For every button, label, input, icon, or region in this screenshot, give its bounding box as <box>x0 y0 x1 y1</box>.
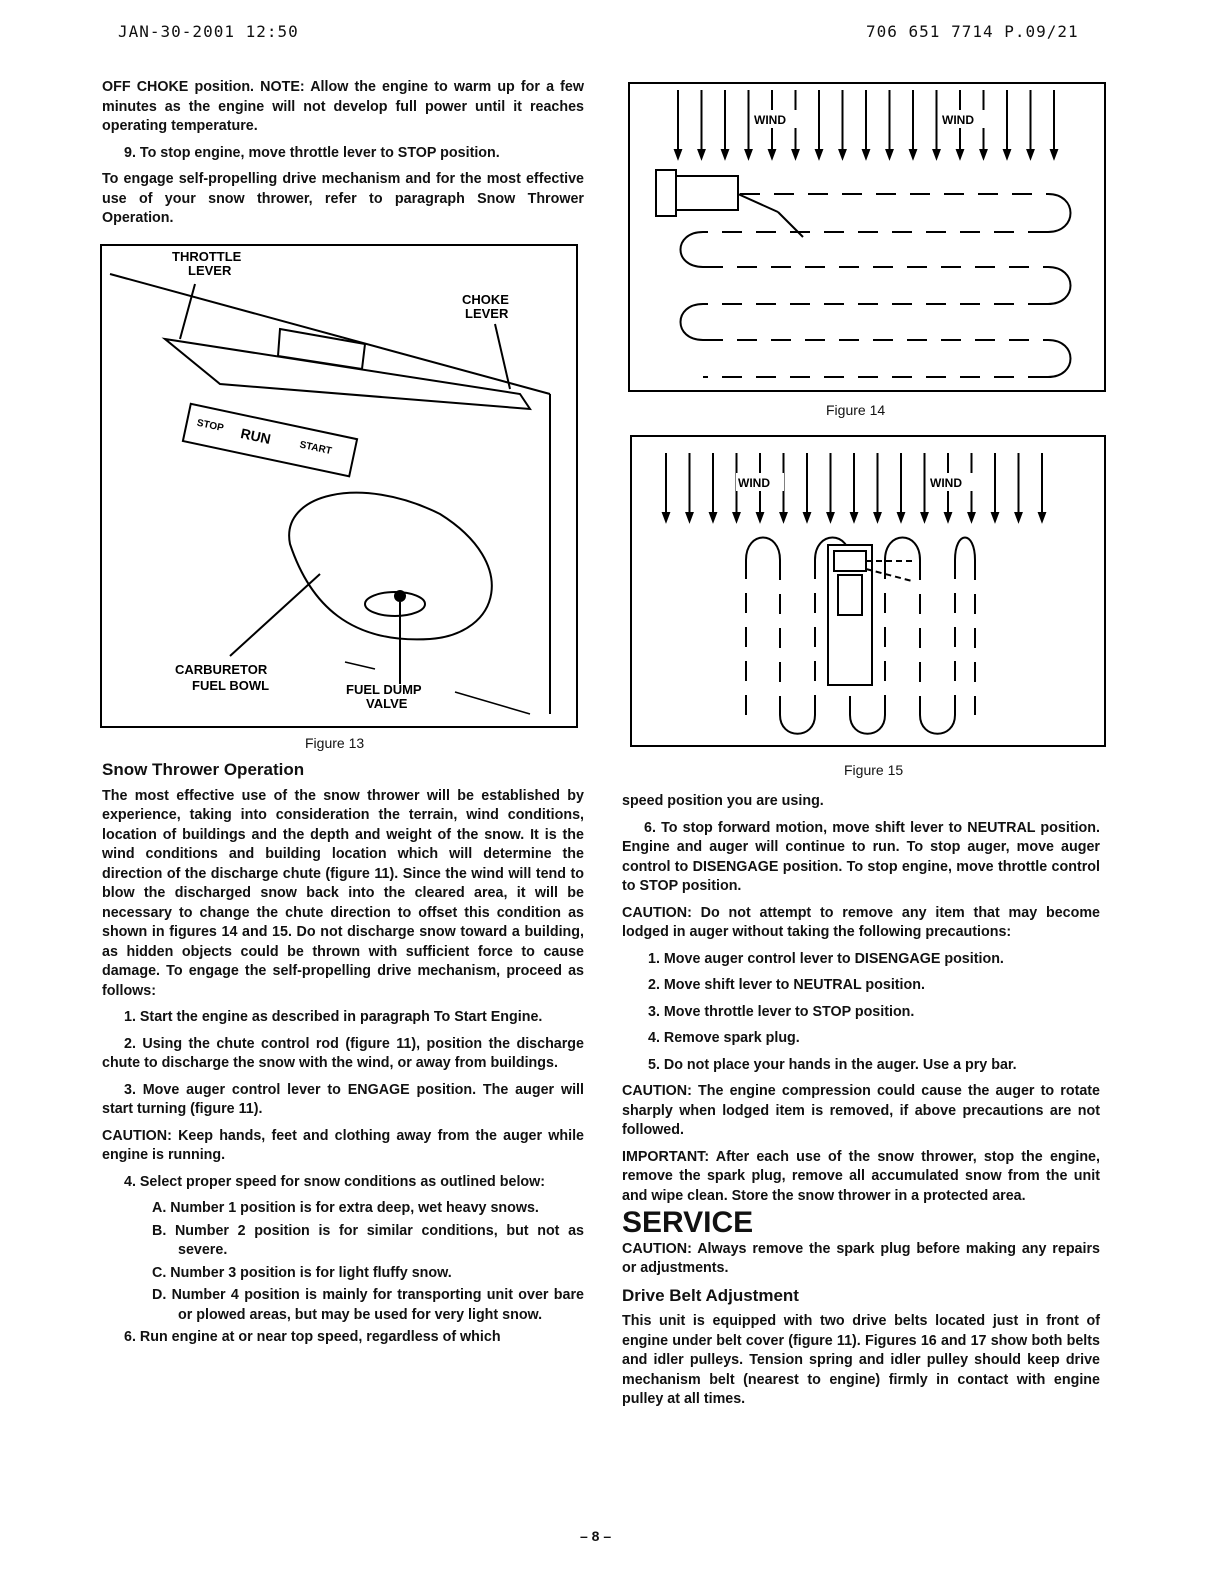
left-top-text <box>102 78 584 236</box>
dial-run-label: RUN <box>239 425 273 448</box>
left-sub-a: A. Number 1 position is for extra deep, wet heavy snows. <box>152 1200 539 1216</box>
right-p3: This unit is equipped with two drive belts located just in front of engine under belt cover (figure 11). Figures 16 and 17 show both belts and idler pulleys. Tension spring and idler pulley should keep drive mechanism belt (nearest to engine) firmly in contact with engine pulley at all times. <box>622 1313 1100 1407</box>
left-p3: To engage self-propelling drive mechanism and for the most effective use of your snow thrower, refer to paragraph Snow Thrower Operation. <box>102 171 584 226</box>
wind-arrow-head <box>816 150 822 158</box>
fig14-wind-label-1: WIND <box>754 113 786 127</box>
wind-arrow-head <box>875 513 881 521</box>
fig13-carb-label: CARBURETOR FUEL BOWL <box>175 662 270 693</box>
right-caution-3: CAUTION: Always remove the spark plug before making any repairs or adjustments. <box>622 1240 1100 1276</box>
right-list-2: 2. Move shift lever to NEUTRAL position. <box>648 977 925 993</box>
wind-arrow-head <box>675 150 681 158</box>
wind-arrow-head <box>710 513 716 521</box>
figure-13-caption: Figure 13 <box>305 735 365 751</box>
left-p1: OFF CHOKE position. NOTE: Allow the engine to warm up for a few minutes as the engine will not develop full power until it reaches operating temperature. <box>102 79 584 134</box>
right-text <box>622 792 1100 1417</box>
figure-13 <box>100 244 580 730</box>
left-step-3: 3. Move auger control lever to ENGAGE position. The auger will start turning (figure 11). <box>102 1081 584 1117</box>
fig13-throttle-label: THROTTLE LEVER <box>172 249 242 278</box>
fig13-choke-label: CHOKE LEVER <box>462 292 509 321</box>
wind-arrow-head <box>934 150 940 158</box>
wind-arrow-head <box>687 513 693 521</box>
right-p1: speed position you are using. <box>622 793 824 809</box>
left-step-9: 9. To stop engine, move throttle lever to STOP position. <box>124 144 500 161</box>
right-caution-2: CAUTION: The engine compression could cause the auger to rotate sharply when lodged item is removed, if above precautions are not followed. <box>622 1083 1100 1138</box>
left-step-6: 6. Run engine at or near top speed, regardless of which <box>124 1329 501 1345</box>
dial-stop-label: STOP <box>195 417 225 435</box>
wind-arrow-head <box>1039 513 1045 521</box>
dial-start-label: START <box>298 439 333 458</box>
fig15-wind-label-2: WIND <box>930 476 962 490</box>
fig13-valve-label: FUEL DUMP VALVE <box>346 682 422 711</box>
wind-arrow-head <box>828 513 834 521</box>
figure-15 <box>630 435 1108 749</box>
wind-arrow-head <box>851 513 857 521</box>
wind-arrow-head <box>922 513 928 521</box>
wind-arrows <box>663 453 1045 521</box>
wind-arrow-head <box>699 150 705 158</box>
fax-header-left: JAN-30-2001 12:50 <box>118 22 299 41</box>
wind-arrow-head <box>793 150 799 158</box>
figure-14 <box>628 82 1108 394</box>
wind-arrow-head <box>887 150 893 158</box>
left-sub-d: D. Number 4 position is mainly for transporting unit over bare or plowed areas, but may be used for very light snow. <box>152 1287 584 1323</box>
right-list-4: 4. Remove spark plug. <box>648 1030 800 1046</box>
right-caution-1: CAUTION: Do not attempt to remove any item that may become lodged in auger without taking the following precautions: <box>622 904 1100 940</box>
wind-arrow-head <box>910 150 916 158</box>
snow-thrower-operation-heading: Snow Thrower Operation <box>102 760 305 779</box>
figure-14-caption: Figure 14 <box>826 402 886 418</box>
right-list-1: 1. Move auger control lever to DISENGAGE position. <box>648 950 1004 967</box>
wind-arrow-head <box>992 513 998 521</box>
wind-arrow-head <box>1016 513 1022 521</box>
wind-arrow-head <box>863 150 869 158</box>
snow-thrower-path <box>656 170 1071 377</box>
right-step-6: 6. To stop forward motion, move shift lever to NEUTRAL position. Engine and auger will continue to run. To stop auger, move auger control to DISENGAGE position. To stop engine, move throttle control to STOP position. <box>622 819 1100 894</box>
wind-arrow-head <box>1028 150 1034 158</box>
fig15-wind-label-1: WIND <box>738 476 770 490</box>
right-list-3: 3. Move throttle lever to STOP position. <box>648 1003 915 1020</box>
wind-arrow-head <box>1051 150 1057 158</box>
wind-arrow-head <box>898 513 904 521</box>
wind-arrow-head <box>746 150 752 158</box>
throttle-dial <box>183 404 357 477</box>
left-caution-1: CAUTION: Keep hands, feet and clothing away from the auger while engine is running. <box>102 1127 584 1163</box>
wind-arrow-head <box>1004 150 1010 158</box>
fax-header-right: 706 651 7714 P.09/21 <box>866 22 1079 41</box>
wind-arrow-head <box>804 513 810 521</box>
left-sub-c: C. Number 3 position is for light fluffy snow. <box>152 1264 452 1281</box>
wind-arrow-head <box>663 513 669 521</box>
left-p4: The most effective use of the snow thrower will be established by experience, taking into consideration the terrain, wind conditions, location of buildings and the depth and weight of the snow. It is the wind conditions and building location which will determine the direction of the discharge chute (figure 11). Since the wind will tend to blow the discharged snow back into the cleared area, it will be necessary to change the chute direction to offset this condition as shown in figures 14 and 15. Do not discharge snow toward a building, as hidden objects could be thrown with sufficient force to cause damage. To engage the self-propelling drive mechanism, proceed as follows: <box>102 787 584 999</box>
service-heading: SERVICE <box>622 1206 754 1239</box>
right-important: IMPORTANT: After each use of the snow thrower, stop the engine, remove the spark plug, remove all accumulated snow from the unit and wipe clean. Store the snow thrower in a protected area. <box>622 1148 1100 1204</box>
carburetor-fuel-bowl <box>289 493 492 640</box>
wind-arrow-head <box>769 150 775 158</box>
left-step-1: 1. Start the engine as described in paragraph To Start Engine. <box>124 1009 543 1025</box>
wind-arrows <box>675 90 1057 158</box>
wind-arrow-head <box>981 150 987 158</box>
page-number: – 8 – <box>580 1528 612 1544</box>
wind-arrow-head <box>945 513 951 521</box>
wind-arrow-head <box>781 513 787 521</box>
wind-arrow-head <box>957 150 963 158</box>
left-sub-b: B. Number 2 position is for similar conditions, but not as severe. <box>152 1222 584 1258</box>
figure-15-caption: Figure 15 <box>844 762 904 778</box>
drive-belt-heading: Drive Belt Adjustment <box>622 1285 799 1305</box>
left-lower-text <box>102 760 584 1355</box>
left-step-4: 4. Select proper speed for snow conditions as outlined below: <box>124 1173 546 1190</box>
fig14-wind-label-2: WIND <box>942 113 974 127</box>
wind-arrow-head <box>722 150 728 158</box>
wind-arrow-head <box>734 513 740 521</box>
wind-arrow-head <box>757 513 763 521</box>
wind-arrow-head <box>969 513 975 521</box>
right-list-5: 5. Do not place your hands in the auger. Use a pry bar. <box>648 1056 1017 1073</box>
wind-arrow-head <box>840 150 846 158</box>
snow-thrower-path-vertical <box>746 538 975 734</box>
left-step-2: 2. Using the chute control rod (figure 11), position the discharge chute to discharge the snow with the wind, or away from buildings. <box>102 1035 584 1071</box>
